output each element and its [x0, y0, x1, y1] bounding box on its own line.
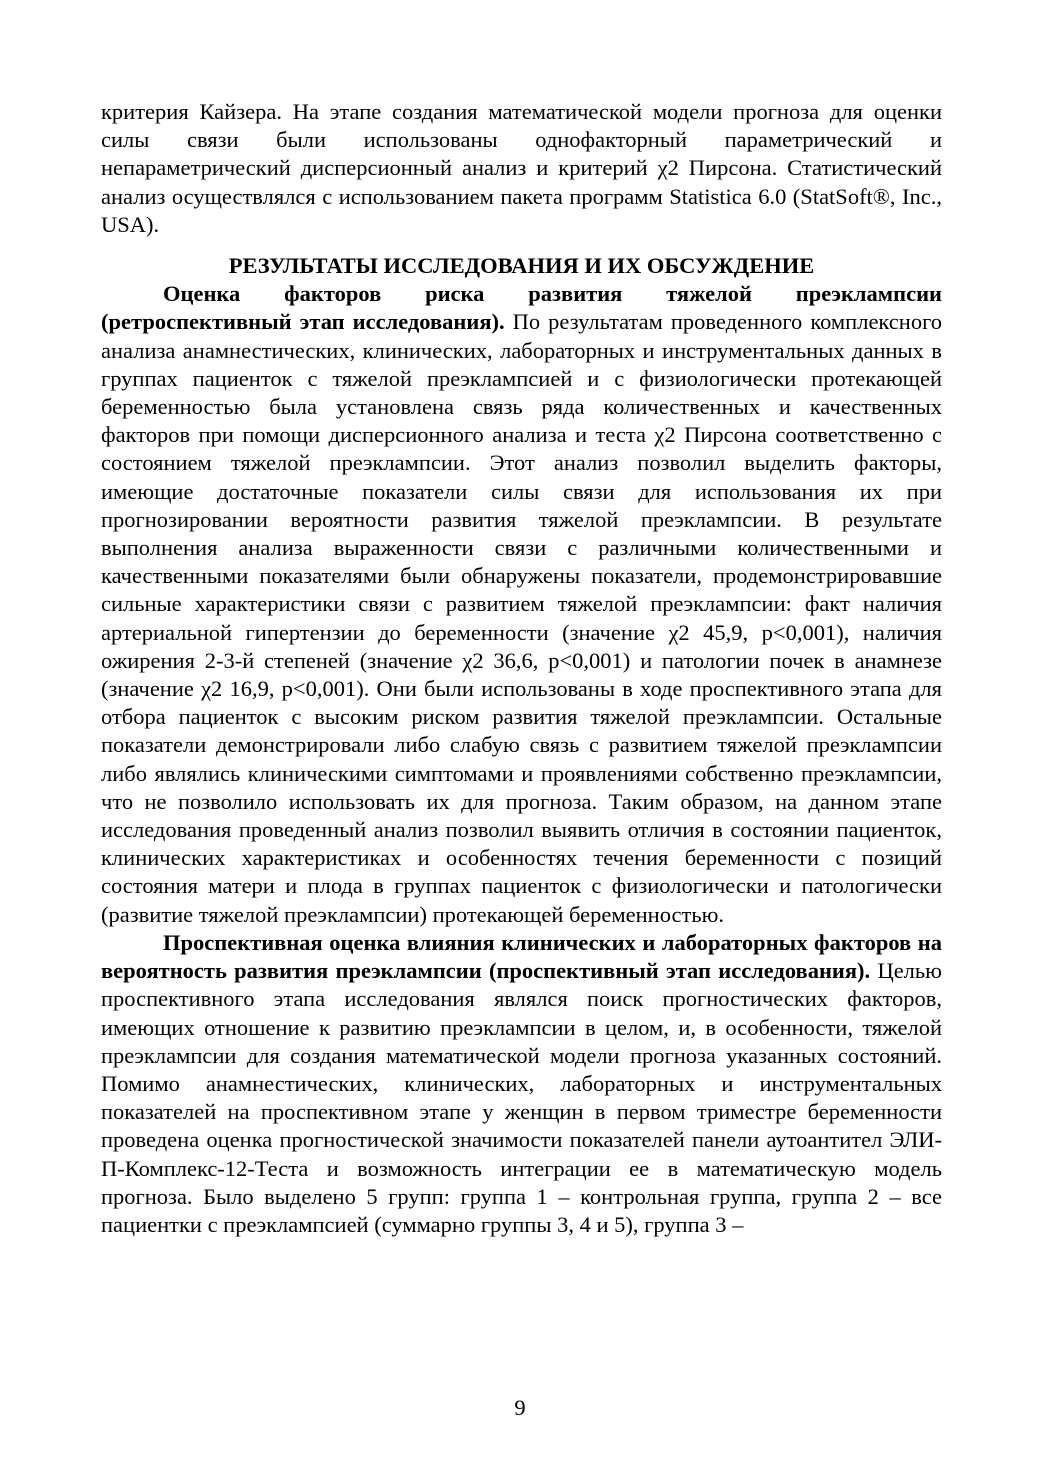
prospective-paragraph-body: Целью проспективного этапа исследования являлся поиск прогностических факторов, имеющих отношение к развитию преэклампсии в целом, и, в особенности, тяжелой преэклампсии для создания математической модели прогноза указанных состояний. Помимо анамнестических, клинических, лабораторных и инструментальных показателей на проспективном этапе у женщин в первом триместре беременности проведена оценка прогностической значимости показателей панели аутоантител ЭЛИ-П-Комплекс-12-Теста и возможность интеграции ее в математическую модель прогноза. Было выделено 5 групп: группа 1 – контрольная группа, группа 2 – все пациентки с преэклампсией (суммарно группы 3, 4 и 5), группа 3 –	[101, 958, 942, 1237]
document-page	[101, 98, 942, 1239]
retrospective-paragraph	[101, 280, 942, 929]
page-number: 9	[514, 1395, 526, 1420]
retrospective-paragraph-lead: Оценка факторов риска развития тяжелой преэклампсии (ретроспективный этап исследования).	[101, 281, 942, 335]
section-heading: РЕЗУЛЬТАТЫ ИССЛЕДОВАНИЯ И ИХ ОБСУЖДЕНИЕ	[228, 253, 815, 279]
prospective-paragraph	[101, 929, 942, 1239]
retrospective-paragraph-body: По результатам проведенного комплексного анализа анамнестических, клинических, лабораторных и инструментальных данных в группах пациенток с тяжелой преэклампсией и с физиологически протекающей беременностью была установлена связь ряда количественных и качественных факторов при помощи дисперсионного анализа и теста χ2 Пирсона соответственно с состоянием тяжелой преэклампсии. Этот анализ позволил выделить факторы, имеющие достаточные показатели силы связи для использования их при прогнозировании вероятности развития тяжелой преэклампсии. В результате выполнения анализа выраженности связи с различными количественными и качественными показателями были обнаружены показатели, продемонстрировавшие сильные характеристики связи с развитием тяжелой преэклампсии: факт наличия артериальной гипертензии до беременности (значение χ2 45,9, p<0,001), наличия ожирения 2-3-й степеней (значение χ2 36,6, p<0,001) и патологии почек в анамнезе (значение χ2 16,9, p<0,001). Они были использованы в ходе проспективного этапа для отбора пациенток с высоким риском развития тяжелой преэклампсии. Остальные показатели демонстрировали либо слабую связь с развитием тяжелой преэклампсии либо являлись клиническими симптомами и проявлениями собственно преэклампсии, что не позволило использовать их для прогноза. Таким образом, на данном этапе исследования проведенный анализ позволил выявить отличия в состоянии пациенток, клинических характеристиках и особенностях течения беременности с позиций состояния матери и плода в группах пациенток с физиологически и патологически (развитие тяжелой преэклампсии) протекающей беременностью.	[101, 309, 942, 927]
prospective-paragraph-lead: Проспективная оценка влияния клинических и лабораторных факторов на вероятность развития преэклампсии (проспективный этап исследования).	[101, 929, 942, 984]
intro-paragraph: критерия Кайзера. На этапе создания математической модели прогноза для оценки силы связи были использованы однофакторный параметрический и непараметрический дисперсионный анализ и критерий χ2 Пирсона. Статистический анализ осуществлялся с использованием пакета программ Statistica 6.0 (StatSoft®, Inc., USA).	[101, 99, 942, 237]
